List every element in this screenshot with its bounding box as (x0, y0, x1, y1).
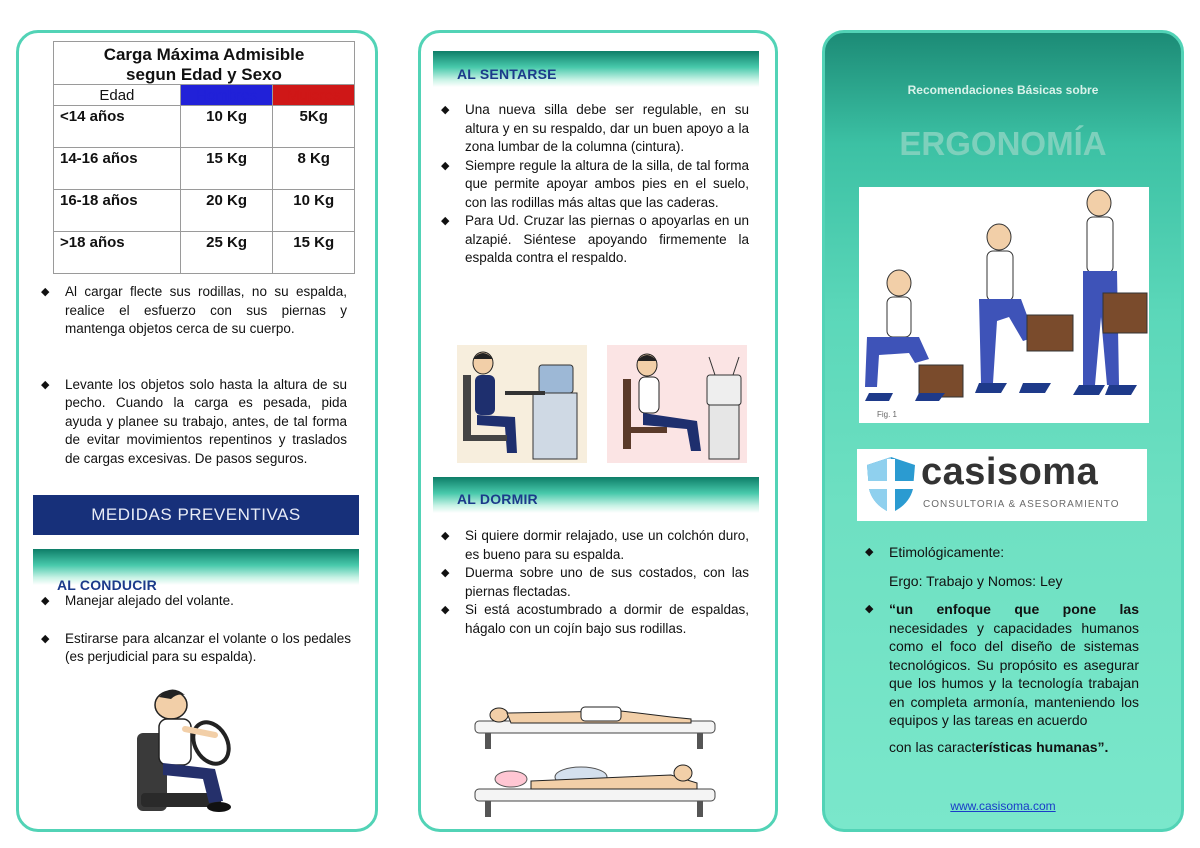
list-item (41, 592, 351, 611)
table-row (54, 190, 355, 232)
panel-right (822, 30, 1184, 832)
diamond-bullet-icon: ◆ (441, 604, 450, 616)
quote-end-plain: con las caract (889, 738, 976, 755)
list-item (441, 212, 749, 268)
quote-body: necesidades y capacidades humanos como el foco del diseño de sistemas tecnológicos. Su propósito es asegurar que los humos y la tecnología trabajan en completa armonía, manteniendo los equipos y las tareas en acuerdo (889, 619, 1139, 728)
diamond-bullet-icon: ◆ (865, 546, 874, 558)
bullet-text: Estirarse para alcanzar el volante o los pedales (es perjudicial para su espalda). (65, 630, 351, 664)
section-title-dormir: AL DORMIR (457, 491, 538, 507)
diamond-bullet-icon: ◆ (441, 104, 450, 116)
conducir-bullets (41, 592, 351, 667)
diamond-bullet-icon: ◆ (441, 215, 450, 227)
sleeping-illustration (471, 697, 731, 819)
bullet-text: Siempre regule la altura de la silla, de tal forma que permite apoyar ambos pies en el suelo, con las rodillas más altas que las caderas. (465, 157, 749, 210)
load-table (53, 41, 355, 274)
table-cell: 14-16 años (54, 148, 181, 190)
table-cell: <14 años (54, 106, 181, 148)
bullet-text: Duerma sobre uno de sus costados, con las piernas flectadas. (465, 565, 749, 599)
table-cell: 20 Kg (180, 190, 273, 232)
bullet-text: Si quiere dormir relajado, use un colchón duro, es bueno para su espalda. (465, 528, 749, 562)
logo-name: casisoma (921, 451, 1099, 493)
list-item (441, 101, 749, 157)
list-item (41, 283, 347, 339)
table-cell: 5Kg (273, 106, 355, 148)
quote-end-bold: erísticas humanas”. (975, 738, 1109, 755)
lifting-illustration (859, 187, 1149, 423)
definition-bullets (865, 543, 1139, 756)
section-title-sentarse: AL SENTARSE (457, 66, 557, 82)
diamond-bullet-icon: ◆ (441, 567, 450, 579)
table-title-line1: Carga Máxima Admisible (54, 42, 355, 67)
bullet-text: Levante los objetos solo hasta la altura de su pecho. Cuando la carga es pesada, pida ayuda y planee su trabajo, antes, de tal forma de evitar movimientos repentinos y traslados de cargas excesivas. De pasos seguros. (65, 376, 347, 466)
fig-label: Fig. 1 (877, 410, 898, 419)
bullet-text: Si está acostumbrado a dormir de espaldas, hágalo con un cojín bajo sus rodillas. (465, 602, 749, 636)
list-item (41, 630, 351, 667)
diamond-bullet-icon: ◆ (41, 378, 50, 391)
diamond-bullet-icon: ◆ (41, 595, 50, 607)
table-cell: 8 Kg (273, 148, 355, 190)
table-row (54, 232, 355, 274)
list-item (441, 527, 749, 564)
bullet-text: Una nueva silla debe ser regulable, en su altura y en su respaldo, dar un buen apoyo a la zona lumbar de la columna (cintura). (465, 102, 749, 154)
table-header-edad: Edad (54, 85, 181, 106)
etimo-label: Etimológicamente: (889, 544, 1005, 560)
table-cell: 16-18 años (54, 190, 181, 232)
page-title: ERGONOMÍA (899, 125, 1107, 162)
subtitle: Recomendaciones Básicas sobre (907, 83, 1099, 97)
section-title-conducir: AL CONDUCIR (57, 577, 157, 593)
table-title-line2: segun Edad y Sexo (54, 66, 355, 85)
diamond-bullet-icon: ◆ (441, 530, 450, 542)
table-row (54, 106, 355, 148)
logo-tagline: CONSULTORIA & ASESORAMIENTO (923, 499, 1120, 510)
diamond-bullet-icon: ◆ (865, 603, 874, 615)
driver-illustration (119, 683, 249, 823)
diamond-bullet-icon: ◆ (41, 632, 50, 645)
panel-middle (418, 30, 778, 832)
list-item (441, 564, 749, 601)
lifting-bullets (41, 283, 347, 468)
dormir-bullets (441, 527, 749, 638)
diamond-bullet-icon: ◆ (441, 159, 450, 172)
list-item (441, 157, 749, 213)
sitting-illustration (457, 335, 747, 465)
table-header-mujeres: Mujeres (273, 85, 355, 106)
list-item (865, 600, 1139, 756)
table-cell: 10 Kg (180, 106, 273, 148)
panel-left (16, 30, 378, 832)
quote-bold: “un enfoque que pone las (889, 601, 1139, 617)
etimo-text: Ergo: Trabajo y Nomos: Ley (889, 572, 1063, 589)
table-cell: 15 Kg (273, 232, 355, 274)
table-row (54, 148, 355, 190)
list-item (441, 601, 749, 638)
table-cell: 15 Kg (180, 148, 273, 190)
bullet-text: Manejar alejado del volante. (65, 593, 234, 608)
medidas-preventivas-banner: MEDIDAS PREVENTIVAS (33, 495, 359, 535)
shield-icon (865, 455, 917, 515)
bullet-text: Al cargar flecte sus rodillas, no su espalda, realice el esfuerzo con sus piernas y mantenga objetos cerca de su cuerpo. (65, 284, 347, 336)
table-cell: 10 Kg (273, 190, 355, 232)
logo (857, 449, 1147, 521)
bullet-text: Para Ud. Cruzar las piernas o apoyarlas en un alzapié. Siéntese apoyando firmemente la espalda contra el respaldo. (465, 213, 749, 265)
table-cell: 25 Kg (180, 232, 273, 274)
quote-end (889, 738, 1108, 757)
website-link[interactable]: www.casisoma.com (950, 799, 1056, 813)
list-item (865, 543, 1139, 590)
list-item (41, 376, 347, 469)
diamond-bullet-icon: ◆ (41, 286, 50, 298)
table-header-hombres: Hombres (180, 85, 273, 106)
sentarse-bullets (441, 101, 749, 268)
table-cell: >18 años (54, 232, 181, 274)
